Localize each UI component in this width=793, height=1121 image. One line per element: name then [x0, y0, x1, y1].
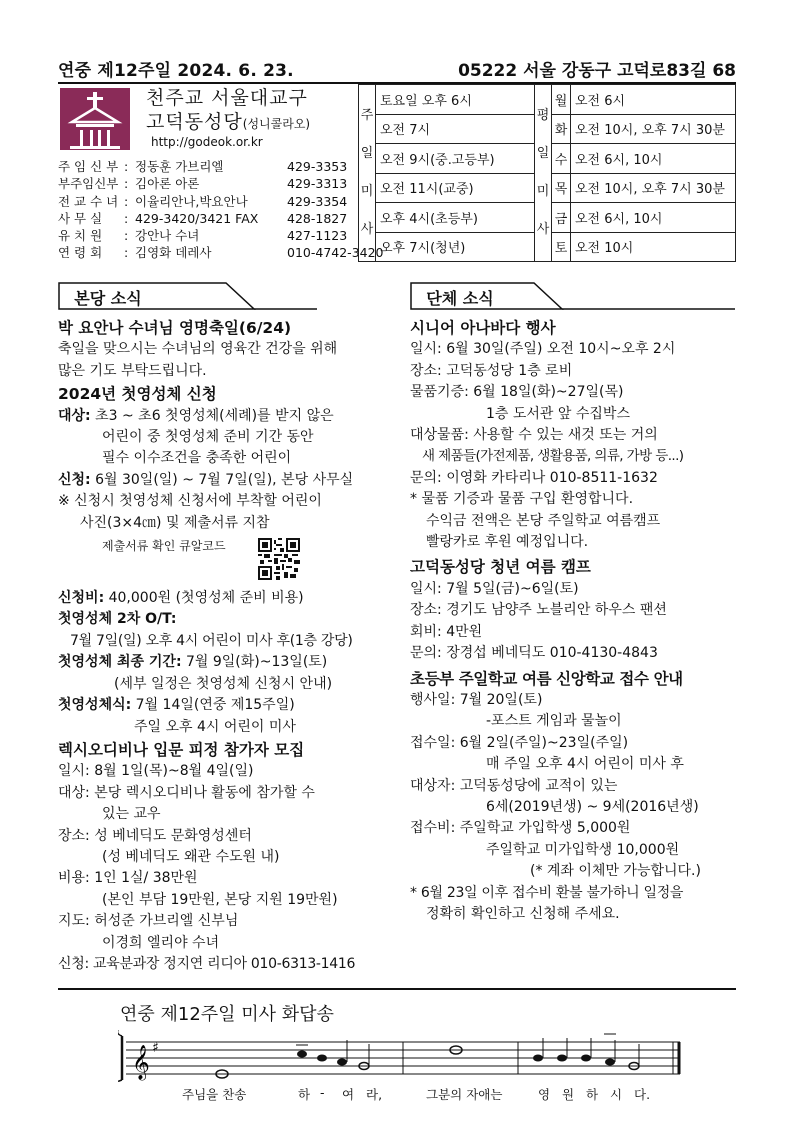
- issue-date: 연중 제12주일 2024. 6. 23.: [58, 61, 294, 81]
- school-reg: 접수일: 6월 2일(주일)~23일(주일): [410, 734, 629, 751]
- staff-colon: :: [124, 159, 129, 174]
- weekday-mass-time: 오전 6시, 10시: [571, 144, 736, 174]
- fc-qr-row: [58, 534, 393, 588]
- fc-final-label: 첫영성체 최종 기간:: [58, 654, 182, 671]
- fc-ot-label: 첫영성체 2차 O/T:: [58, 611, 177, 628]
- staff-row: [58, 210, 358, 227]
- senior-note: 빨랑카로 후원 예정입니다.: [426, 534, 589, 551]
- left-section-tab: [58, 282, 318, 308]
- lectio-place: 장소: 성 베네딕도 문화영성센터: [58, 827, 252, 844]
- label-char: 사: [360, 222, 374, 237]
- label-char: 미: [536, 184, 550, 199]
- weekday-mass-time: 오전 6시, 10시: [571, 203, 736, 233]
- lectio-place: (성 베네딕도 왜관 수도원 내): [102, 848, 280, 865]
- lectio-guide: 이경희 엘리야 수녀: [102, 934, 220, 951]
- sunday-mass-time: 오전 11시(교중): [376, 173, 535, 203]
- right-tab-label: 단체 소식: [426, 289, 494, 308]
- staff-tel: 429-3354: [287, 193, 348, 209]
- weekday-day: 목: [552, 173, 571, 203]
- label-char: 사: [536, 222, 550, 237]
- feast-title: 박 요안나 수녀님 영명축일(6/24): [58, 319, 292, 337]
- school-date: -포스트 게임과 물놀이: [486, 713, 622, 730]
- staff-colon: :: [124, 228, 129, 244]
- sunday-mass-label: [359, 85, 376, 262]
- staff-row: [58, 158, 358, 175]
- youth-date: 일시: 7월 5일(금)~6일(토): [410, 580, 579, 597]
- staff-colon: :: [124, 193, 129, 209]
- staff-row: [58, 175, 358, 192]
- sunday-mass-time: 오후 7시(청년): [376, 232, 535, 262]
- lyric-word: 하: [586, 1087, 599, 1102]
- fc-ceremony-label: 첫영성체식:: [58, 697, 132, 714]
- treble-clef-icon: 𝄞: [132, 1045, 150, 1080]
- lectio-cost: 비용: 1인 1실/ 38만원: [58, 870, 198, 887]
- staff-role: 주 임 신 부: [58, 159, 119, 174]
- youth-camp-title: 고덕동성당 청년 여름 캠프: [410, 558, 591, 577]
- sunday-mass-time: 오전 9시(중.고등부): [376, 144, 535, 174]
- weekday-day: 수: [552, 144, 571, 174]
- youth-place: 장소: 경기도 남양주 노블리안 하우스 팬션: [410, 602, 667, 619]
- staff-role: 사 무 실: [58, 210, 103, 226]
- parish-name-sub: (성니콜라오): [242, 117, 311, 131]
- sunday-mass-time: 오후 4시(초등부): [376, 203, 535, 233]
- lyric-word: 영: [538, 1087, 551, 1102]
- lectio-apply: 신청: 교육분과장 정지연 리디아 010-6313-1416: [58, 955, 356, 972]
- fc-ceremony: 7월 14일(연중 제15주일): [131, 697, 295, 714]
- school-title: 초등부 주일학교 여름 신앙학교 접수 안내: [410, 669, 683, 688]
- staff-name: 429-3420/3421 FAX: [135, 210, 259, 226]
- staff-colon: :: [124, 210, 129, 226]
- sunday-mass-time: 오전 7시: [376, 114, 535, 144]
- right-column: [410, 318, 736, 925]
- church-logo-icon: [60, 88, 130, 150]
- label-char: 주: [360, 108, 374, 123]
- parish-name-line2: 고덕동성당: [146, 111, 243, 133]
- staff-role: 전 교 수 녀: [58, 193, 119, 209]
- lectio-guide: 지도: 허성준 가브리엘 신부님: [58, 913, 239, 930]
- top-bar: [58, 56, 736, 82]
- lyric-word: 여: [342, 1087, 355, 1102]
- staff-tel: 010-4742-3420: [287, 245, 384, 261]
- sunday-mass-time: 토요일 오후 6시: [376, 85, 535, 115]
- staff-role: 유 치 원: [58, 228, 103, 244]
- lectio-target: 있는 교우: [102, 806, 161, 823]
- staff-name: 김영화 데레사: [135, 245, 212, 261]
- staff-list: [58, 158, 384, 262]
- weekday-mass-label: [535, 85, 552, 262]
- psalm-title: 연중 제12주일 미사 화답송: [120, 1004, 334, 1025]
- lyric-word: 원: [562, 1087, 575, 1102]
- label-char: 일: [360, 146, 374, 161]
- lectio-target: 대상: 본당 렉시오디비나 활동에 참가할 수: [58, 784, 315, 801]
- staff-row: [58, 244, 384, 261]
- fc-target-label: 대상:: [58, 407, 91, 424]
- weekday-day: 토: [552, 232, 571, 262]
- fc-apply: 6월 30일(일) ~ 7월 7일(일), 본당 사무실: [90, 471, 354, 488]
- fc-target: 필수 이수조건을 충족한 어린이: [102, 450, 292, 467]
- youth-contact: 문의: 장경섭 베네딕도 010-4130-4843: [410, 645, 658, 662]
- fc-apply-label: 신청:: [58, 471, 91, 488]
- fc-ceremony: 주일 오후 4시 어린이 미사: [134, 718, 296, 735]
- sharp-icon: ♯: [152, 1040, 159, 1056]
- fc-target: 어린이 중 첫영성체 준비 기간 동안: [102, 429, 314, 446]
- weekday-mass-time: 오전 6시: [571, 85, 736, 115]
- lyric-word: 하: [298, 1087, 311, 1102]
- left-column: [58, 318, 393, 975]
- left-tab-label: 본당 소식: [74, 289, 142, 308]
- staff-name: 이율리안나,박요안나: [135, 193, 248, 209]
- staff-role: 부주임신부: [58, 176, 119, 192]
- school-fee: 접수비: 주일학교 가입학생 5,000원: [410, 820, 631, 837]
- lyric-word: 라,: [366, 1087, 383, 1102]
- lectio-title: 렉시오디비나 입문 피정 참가자 모집: [58, 740, 305, 759]
- fc-final: 7월 9일(화)~13일(토): [181, 654, 328, 671]
- lyric-word: 시: [610, 1087, 623, 1102]
- staff-row: [58, 227, 358, 244]
- fc-target: 초3 ~ 초6 첫영성체(세례)를 받지 않은: [90, 407, 334, 424]
- bottom-divider: [58, 988, 736, 990]
- fc-fee-label: 신청비:: [58, 590, 105, 607]
- school-date: 행사일: 7월 20일(토): [410, 691, 543, 708]
- lyric-word: 주님을 찬송: [182, 1087, 247, 1102]
- senior-items: 새 제품들(가전제품, 생활용품, 의류, 가방 등...): [422, 448, 684, 465]
- weekday-day: 월: [552, 85, 571, 115]
- parish-address: 05222 서울 강동구 고덕로83길 68: [458, 61, 736, 81]
- lyric-word: -: [320, 1085, 325, 1100]
- school-fee-note: (* 계좌 이체만 가능합니다.): [530, 863, 701, 880]
- school-fee: 주일학교 미가입학생 10,000원: [486, 841, 680, 858]
- school-target: 대상자: 고덕동성당에 교적이 있는: [410, 777, 618, 794]
- weekday-mass-time: 오전 10시, 오후 7시 30분: [571, 173, 736, 203]
- homepage-link[interactable]: http://godeok.or.kr: [151, 135, 263, 149]
- school-note: 정확히 확인하고 신청해 주세요.: [426, 905, 620, 922]
- lectio-cost: (본인 부담 19만원, 본당 지원 19만원): [102, 891, 338, 908]
- staff-tel: 428-1827: [287, 210, 348, 226]
- parish-name: [146, 86, 361, 136]
- label-char: 평: [536, 108, 550, 123]
- parish-name-line1: 천주교 서울대교구: [146, 87, 308, 109]
- weekday-day: 금: [552, 203, 571, 233]
- senior-donate: 물품기증: 6월 18일(화)~27일(목): [410, 384, 624, 401]
- label-char: 미: [360, 184, 374, 199]
- staff-tel: 429-3353: [287, 159, 348, 174]
- staff-colon: :: [124, 176, 129, 192]
- psalm-lyrics: [182, 1085, 742, 1105]
- first-communion-title: 2024년 첫영성체 신청: [58, 385, 217, 404]
- right-section-tab: [410, 282, 736, 308]
- school-target: 6세(2019년생) ~ 9세(2016년생): [486, 798, 699, 815]
- senior-contact: 문의: 이영화 카타리나 010-8511-1632: [410, 469, 658, 486]
- mass-schedule-table: [358, 84, 736, 262]
- lyric-word: 다.: [634, 1087, 651, 1102]
- label-char: 일: [536, 146, 550, 161]
- fc-final-note: (세부 일정은 첫영성체 신청시 안내): [114, 675, 333, 692]
- senior-title: 시니어 아나바다 행사: [410, 319, 556, 337]
- fc-ot: 7월 7일(일) 오후 4시 어린이 미사 후(1층 강당): [70, 632, 353, 649]
- qr-code-icon[interactable]: [258, 538, 300, 580]
- youth-fee: 회비: 4만원: [410, 623, 483, 640]
- staff-tel: 427-1123: [287, 228, 348, 244]
- weekday-day: 화: [552, 114, 571, 144]
- fc-note: ※ 신청시 첫영성체 신청서에 부착할 어린이: [58, 493, 322, 510]
- staff-role: 연 령 회: [58, 245, 103, 261]
- staff-name: 정동훈 가브리엘: [135, 159, 224, 174]
- staff-name: 강안나 수녀: [135, 228, 200, 244]
- lyric-word: 그분의 자애는: [426, 1087, 503, 1102]
- senior-donate: 1층 도서관 앞 수집박스: [486, 405, 630, 422]
- senior-note: * 물품 기증과 물품 구입 환영합니다.: [410, 491, 634, 508]
- senior-note: 수익금 전액은 본당 주일학교 여름캠프: [426, 512, 661, 529]
- school-reg: 매 주일 오후 4시 어린이 미사 후: [486, 756, 684, 773]
- weekday-mass-time: 오전 10시: [571, 232, 736, 262]
- school-note: * 6월 23일 이후 접수비 환불 불가하니 일정을: [410, 884, 684, 901]
- senior-place: 장소: 고덕동성당 1층 로비: [410, 362, 573, 379]
- music-staff: [118, 1030, 688, 1082]
- staff-tel: 429-3313: [287, 176, 348, 192]
- senior-date: 일시: 6월 30일(주일) 오전 10시~오후 2시: [410, 341, 676, 358]
- lectio-date: 일시: 8월 1일(목)~8월 4일(일): [58, 763, 254, 780]
- fc-fee: 40,000원 (첫영성체 준비 비용): [104, 590, 304, 607]
- staff-colon: :: [124, 245, 129, 261]
- fc-note: 사진(3×4㎝) 및 제출서류 지참: [80, 514, 270, 531]
- staff-row: [58, 193, 358, 210]
- feast-text: 축일을 맞으시는 수녀님의 영육간 건강을 위해: [58, 341, 338, 358]
- senior-items: 대상물품: 사용할 수 있는 새것 또는 거의: [410, 427, 658, 444]
- feast-text: 많은 기도 부탁드립니다.: [58, 362, 207, 379]
- staff-name: 김아론 아론: [135, 176, 200, 192]
- fc-qr-label: 제출서류 확인 큐알코드: [102, 539, 226, 554]
- weekday-mass-time: 오전 10시, 오후 7시 30분: [571, 114, 736, 144]
